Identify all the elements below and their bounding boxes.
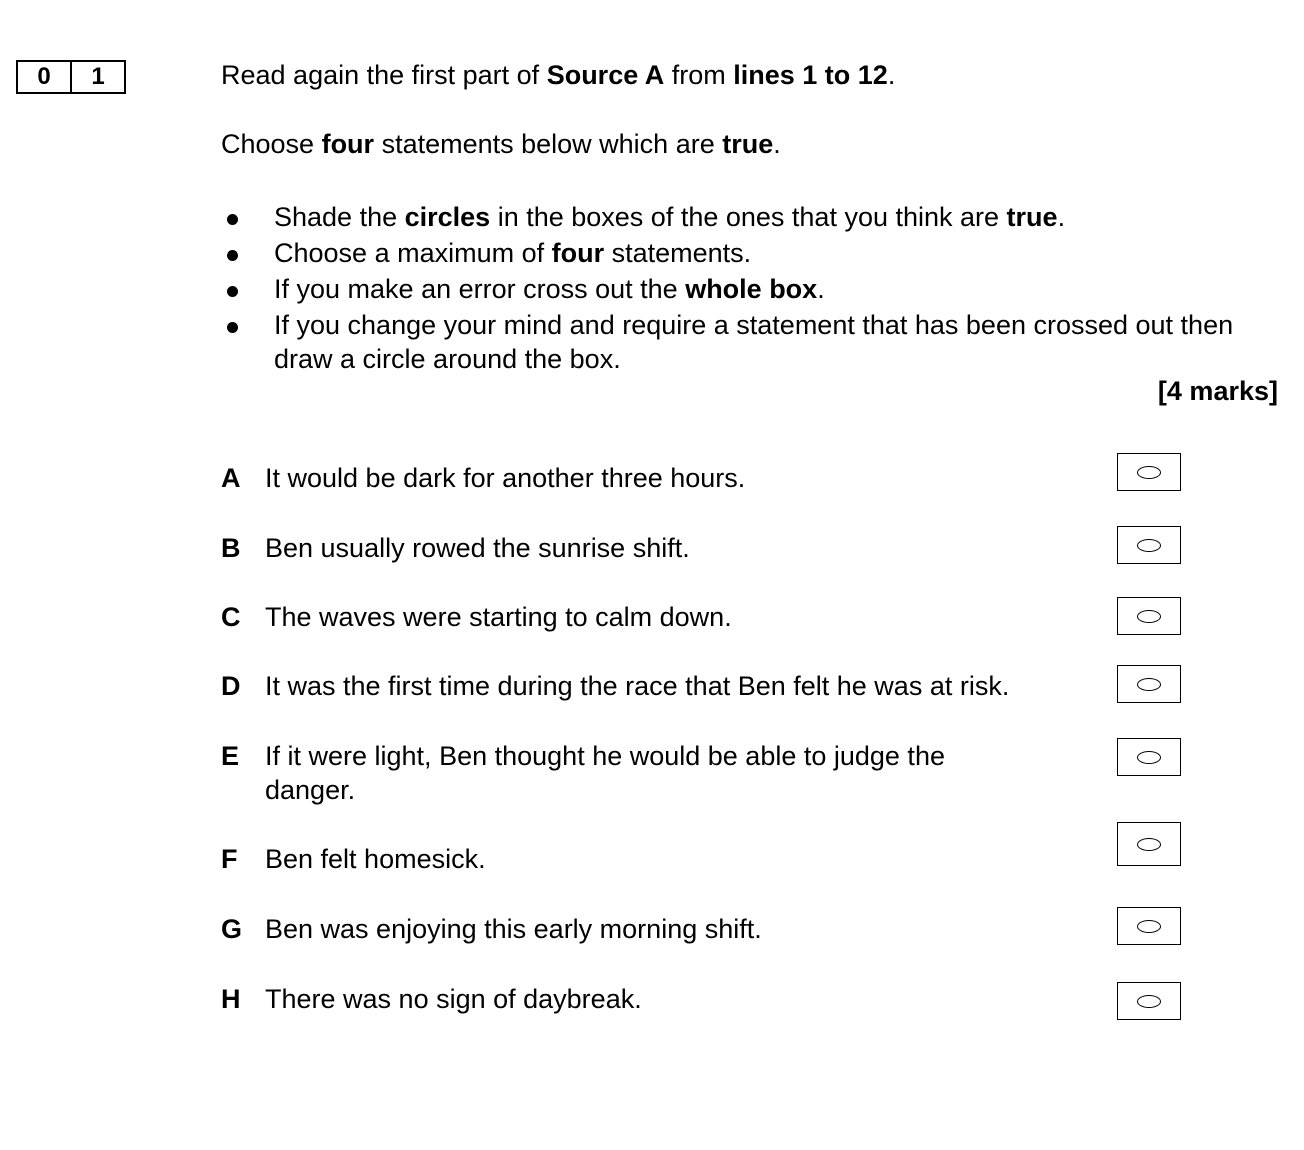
- answer-box-d[interactable]: [1117, 665, 1181, 703]
- statement-option-g: [221, 912, 1091, 946]
- answer-box-e[interactable]: [1117, 738, 1181, 776]
- option-letter: F: [221, 844, 238, 874]
- question-number-digit-2: 1: [70, 62, 124, 92]
- statement-option-b: [221, 531, 1091, 565]
- answer-box-a[interactable]: [1117, 453, 1181, 491]
- option-text: It was the first time during the race that Ben felt he was at risk.: [265, 671, 1010, 701]
- answer-box-h[interactable]: [1117, 982, 1181, 1020]
- option-text: There was no sign of daybreak.: [265, 984, 642, 1014]
- option-text: It would be dark for another three hours.: [265, 463, 746, 493]
- bullet-item: If you make an error cross out the whole box.: [221, 272, 1281, 306]
- option-letter: B: [221, 533, 241, 563]
- shade-circle-icon[interactable]: [1137, 995, 1161, 1008]
- bullet-dot: [227, 286, 238, 297]
- question-number: [16, 60, 126, 94]
- option-text: Ben usually rowed the sunrise shift.: [265, 533, 690, 563]
- bullet-item: Choose a maximum of four statements.: [221, 236, 1281, 270]
- option-text: Ben was enjoying this early morning shift.: [265, 914, 762, 944]
- shade-circle-icon[interactable]: [1137, 678, 1161, 691]
- shade-circle-icon[interactable]: [1137, 539, 1161, 552]
- instruction-read-source: Read again the first part of Source A from lines 1 to 12.: [221, 60, 896, 90]
- option-letter: C: [221, 602, 241, 632]
- statement-option-c: [221, 600, 1091, 634]
- option-letter: H: [221, 984, 241, 1014]
- question-number-digit-1: 0: [37, 63, 51, 90]
- option-letter: G: [221, 914, 243, 944]
- bullet-dot: [227, 214, 238, 225]
- marks-label: [4 marks]: [1157, 376, 1278, 406]
- shade-circle-icon[interactable]: [1137, 920, 1161, 933]
- statement-option-d: [221, 669, 1091, 703]
- bullet-dot: [227, 250, 238, 261]
- shade-circle-icon[interactable]: [1137, 751, 1161, 764]
- statement-option-h: [221, 982, 1091, 1016]
- bullet-item: If you change your mind and require a statement that has been crossed out then draw a circle around the box.: [221, 308, 1281, 376]
- option-text: Ben felt homesick.: [265, 844, 486, 874]
- bullet-dot: [227, 322, 238, 333]
- statement-option-a: [221, 461, 1091, 495]
- shade-circle-icon[interactable]: [1137, 466, 1161, 479]
- answer-box-g[interactable]: [1117, 907, 1181, 945]
- answer-box-f[interactable]: [1117, 822, 1181, 866]
- instruction-choose-four: Choose four statements below which are true.: [221, 129, 781, 159]
- shade-circle-icon[interactable]: [1137, 610, 1161, 623]
- option-text: If it were light, Ben thought he would be able to judge the danger.: [265, 741, 945, 805]
- statement-option-e: [221, 739, 1021, 807]
- answer-box-b[interactable]: [1117, 526, 1181, 564]
- statement-option-f: [221, 842, 1091, 876]
- answer-box-c[interactable]: [1117, 597, 1181, 635]
- instruction-bullet-list: [221, 200, 1281, 378]
- bullet-item: Shade the circles in the boxes of the ones that you think are true.: [221, 200, 1281, 234]
- shade-circle-icon[interactable]: [1137, 838, 1161, 851]
- option-letter: A: [221, 463, 241, 493]
- option-letter: E: [221, 741, 240, 771]
- option-letter: D: [221, 671, 241, 701]
- option-text: The waves were starting to calm down.: [265, 602, 732, 632]
